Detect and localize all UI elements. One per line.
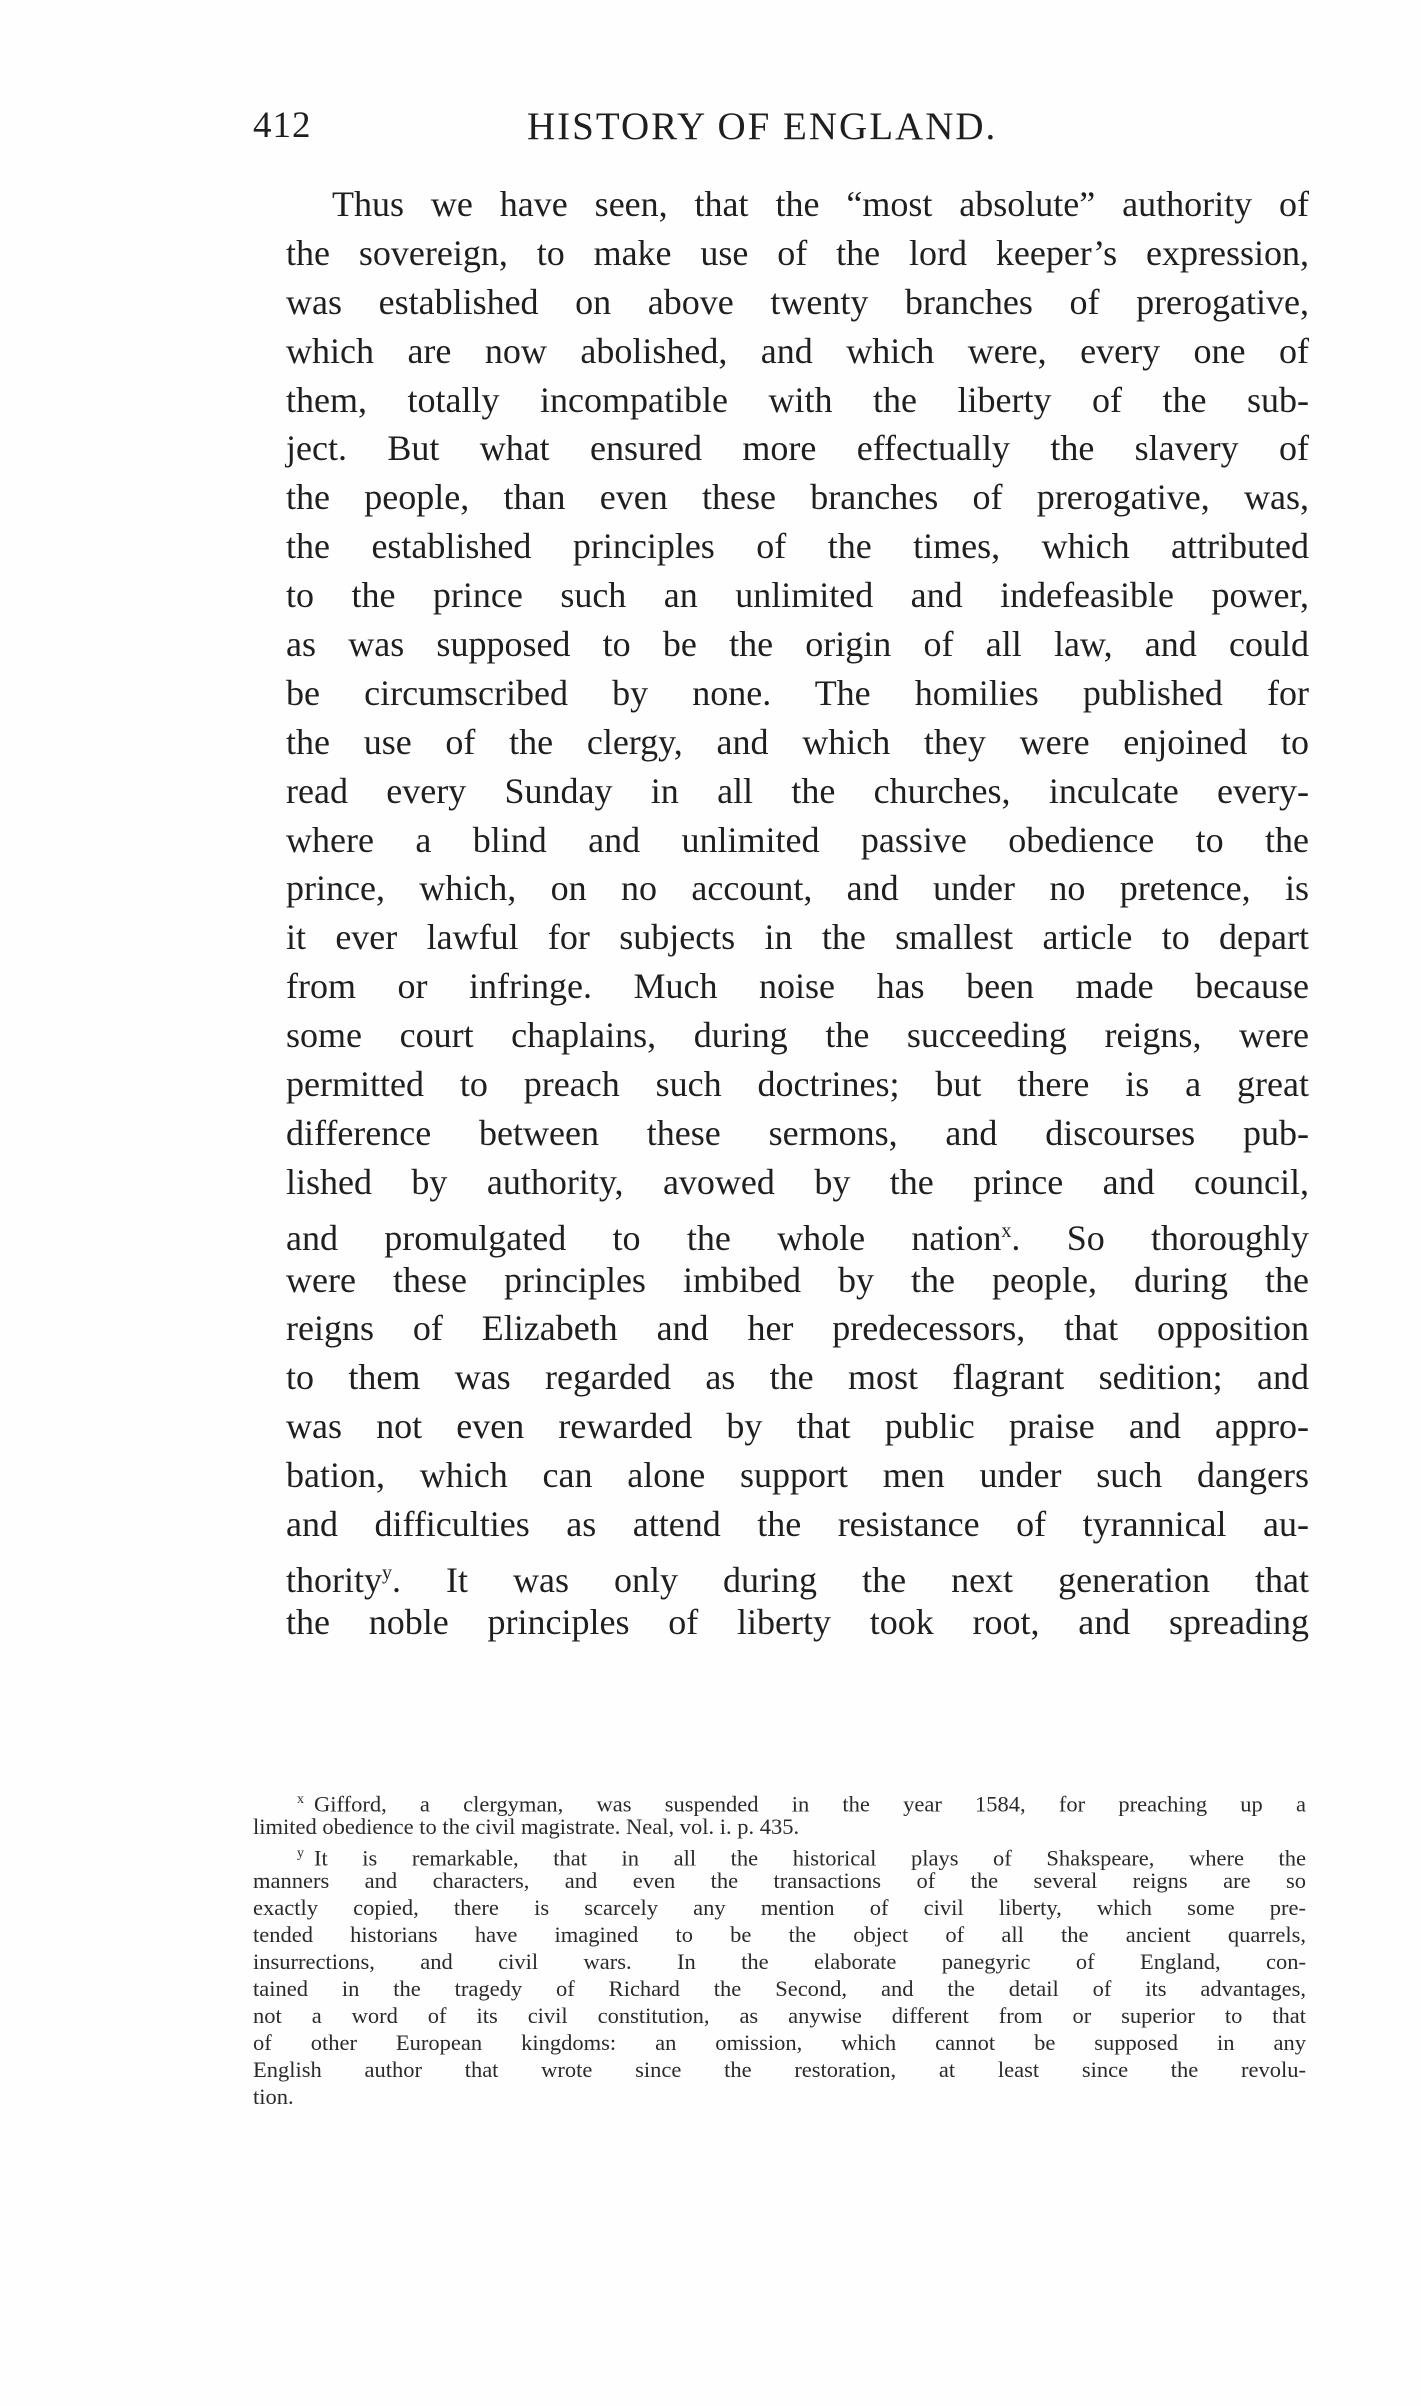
body-line: were these principles imbibed by the people, during the [286,1259,1309,1300]
body-line: be circumscribed by none. The homilies published for [286,672,1309,713]
body-line: the people, than even these branches of prerogative, was, [286,477,1309,518]
body-line: where a blind and unlimited passive obedience to the [286,819,1309,860]
body-line: bation, which can alone support men under such dangers [286,1455,1309,1496]
body-line: the noble principles of liberty took root, and spreading [286,1601,1309,1642]
body-line: to them was regarded as the most flagrant sedition; and [286,1357,1309,1398]
page-header [253,104,1113,164]
body-line: and difficulties as attend the resistance of tyrannical au- [286,1504,1309,1545]
body-line: was established on above twenty branches of prerogative, [286,281,1309,322]
footnotes [253,1786,1306,2110]
body-line: to the prince such an unlimited and indefeasible power, [286,575,1309,616]
body-line: reigns of Elizabeth and her predecessors, that opposition [286,1308,1309,1349]
body-line-with-footnote-ref [286,1549,1309,1598]
body-line-text-rest: . So thoroughly [1011,1217,1310,1258]
footnote-line: tion. [253,2084,294,2109]
body-line: lished by authority, avowed by the prince and council, [286,1161,1309,1202]
body-line: some court chaplains, during the succeeding reigns, were [286,1015,1309,1056]
footnote-text: Gifford, a clergyman, was suspended in the year 1584, for preaching up a [314,1791,1306,1817]
body-line: from or infringe. Much noise has been made because [286,966,1309,1007]
footnote-mark-x: x [297,1792,304,1807]
body-line: which are now abolished, and which were, every one of [286,330,1309,371]
footnote-line: not a word of its civil constitution, as anywise different from or superior to that [253,2003,1306,2028]
body-line: read every Sunday in all the churches, inculcate every- [286,770,1309,811]
footnote-ref-y: y [382,1561,392,1584]
body-line: the use of the clergy, and which they were enjoined to [286,721,1309,762]
footnote-text: It is remarkable, that in all the historical plays of Shakspeare, where the [314,1845,1306,1871]
footnote-line: tained in the tragedy of Richard the Second, and the detail of its advantages, [253,1976,1306,2001]
body-line-text-rest: . It was only during the next generation that [392,1559,1309,1600]
body-text [286,180,1309,1647]
footnote-mark-y: y [297,1846,304,1861]
footnote-line: exactly copied, there is scarcely any mention of civil liberty, which some pre- [253,1895,1306,1920]
footnote-ref-x: x [1001,1219,1012,1242]
body-line: the sovereign, to make use of the lord keeper’s expression, [286,232,1309,273]
footnote-line: limited obedience to the civil magistrate. Neal, vol. i. p. 435. [253,1814,800,1839]
footnote-line: manners and characters, and even the transactions of the several reigns are so [253,1868,1306,1893]
body-line: Thus we have seen, that the “most absolute” authority of [332,184,1309,224]
body-line-with-footnote-ref [286,1207,1309,1256]
body-line: was not even rewarded by that public praise and appro- [286,1406,1309,1447]
body-line: them, totally incompatible with the liberty of the sub- [286,379,1309,420]
footnote-line: insurrections, and civil wars. In the elaborate panegyric of England, con- [253,1949,1306,1974]
body-line: difference between these sermons, and discourses pub- [286,1112,1309,1153]
footnote-x-line [253,1786,1306,1817]
page-number: 412 [253,105,312,146]
body-line: permitted to preach such doctrines; but there is a great [286,1064,1309,1105]
footnote-line: English author that wrote since the restoration, at least since the revolu- [253,2057,1306,2082]
body-line-text: and promulgated to the whole nation [286,1217,1002,1258]
footnote-line: tended historians have imagined to be the object of all the ancient quarrels, [253,1922,1306,1947]
body-line: as was supposed to be the origin of all law, and could [286,624,1309,665]
running-title: HISTORY OF ENGLAND. [527,105,998,148]
body-line: the established principles of the times, which attributed [286,526,1309,567]
body-line: it ever lawful for subjects in the smallest article to depart [286,917,1309,958]
footnote-y-line [253,1840,1306,1871]
footnote-line: of other European kingdoms: an omission, which cannot be supposed in any [253,2030,1306,2055]
body-line: prince, which, on no account, and under no pretence, is [286,868,1309,909]
body-line: ject. But what ensured more effectually the slavery of [286,428,1309,469]
body-line-text: thority [286,1559,382,1600]
